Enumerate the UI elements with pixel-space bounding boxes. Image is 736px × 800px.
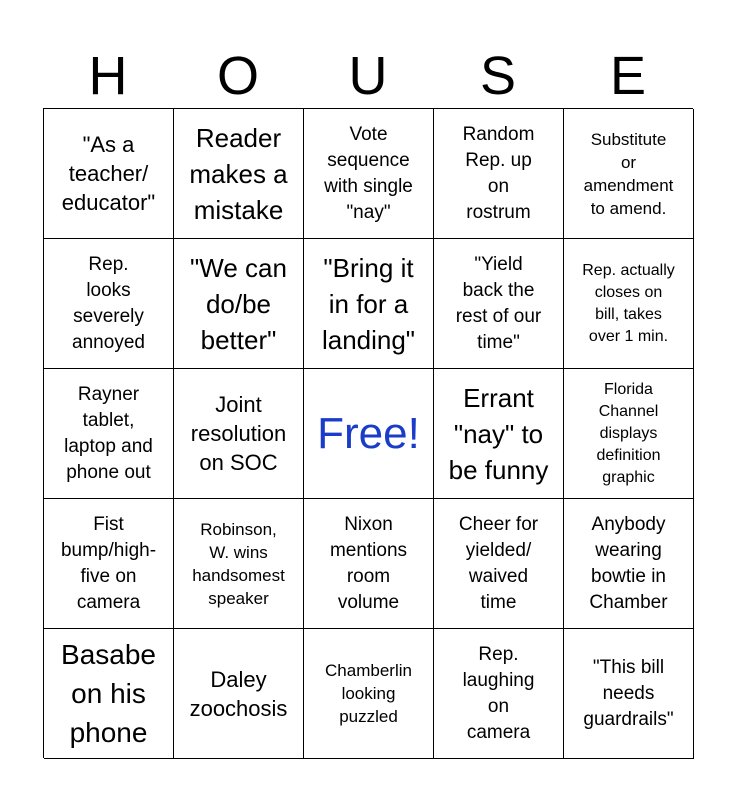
cell-text: Chamberlin looking puzzled <box>325 661 412 726</box>
bingo-cell[interactable] <box>174 109 304 239</box>
bingo-header <box>43 44 693 108</box>
cell-text: "Yield back the rest of our time" <box>455 253 542 353</box>
bingo-cell[interactable] <box>564 239 694 369</box>
free-space-text: Free! <box>317 408 420 458</box>
bingo-cell[interactable] <box>174 369 304 499</box>
bingo-cell[interactable] <box>304 499 434 629</box>
bingo-cell[interactable] <box>564 629 694 759</box>
cell-text: Fist bump/high- five on camera <box>60 513 157 613</box>
bingo-cell[interactable] <box>174 499 304 629</box>
cell-text: Rayner tablet, laptop and phone out <box>64 383 153 483</box>
cell-text: Vote sequence with single "nay" <box>324 123 413 223</box>
cell-text: Substitute or amendment to amend. <box>583 129 674 218</box>
bingo-cell[interactable] <box>304 109 434 239</box>
bingo-cell[interactable] <box>564 109 694 239</box>
cell-text: Rep. actually closes on bill, takes over 1 min. <box>582 261 675 345</box>
cell-text: Random Rep. up on rostrum <box>462 123 535 223</box>
bingo-cell[interactable] <box>434 499 564 629</box>
bingo-cell[interactable] <box>564 499 694 629</box>
cell-text: Robinson, W. wins handsomest speaker <box>192 519 285 608</box>
cell-text: Anybody wearing bowtie in Chamber <box>589 513 668 613</box>
cell-text: Nixon mentions room volume <box>329 513 408 613</box>
bingo-cell[interactable] <box>44 369 174 499</box>
bingo-cell[interactable] <box>434 369 564 499</box>
bingo-cell[interactable] <box>44 109 174 239</box>
bingo-cell[interactable] <box>174 629 304 759</box>
cell-text: "This bill needs guardrails" <box>583 656 674 730</box>
cell-text: Joint resolution on SOC <box>190 392 287 475</box>
bingo-cell[interactable] <box>44 629 174 759</box>
cell-text: Daley zoochosis <box>189 666 288 721</box>
cell-text: Cheer for yielded/ waived time <box>458 513 539 613</box>
header-letter-h: H <box>88 46 128 106</box>
cell-text: Basabe on his phone <box>61 639 156 748</box>
cell-text: "We can do/be better" <box>190 252 287 355</box>
bingo-cell[interactable] <box>434 109 564 239</box>
free-space[interactable] <box>304 369 434 499</box>
cell-text: Florida Channel displays definition graphic <box>596 380 661 486</box>
bingo-cell[interactable] <box>304 239 434 369</box>
bingo-cell[interactable] <box>434 239 564 369</box>
cell-text: "Bring it in for a landing" <box>321 252 416 355</box>
header-letter-u: U <box>348 46 388 106</box>
cell-text: Errant "nay" to be funny <box>448 382 549 485</box>
cell-text: Rep. looks severely annoyed <box>72 253 145 353</box>
header-letter-e: E <box>609 46 647 106</box>
header-letter-o: O <box>216 46 259 106</box>
bingo-cell[interactable] <box>434 629 564 759</box>
bingo-cell[interactable] <box>174 239 304 369</box>
bingo-cell[interactable] <box>304 629 434 759</box>
bingo-grid <box>43 108 693 758</box>
cell-text: "As a teacher/ educator" <box>61 132 156 215</box>
cell-text: Reader makes a mistake <box>189 122 288 225</box>
cell-text: Rep. laughing on camera <box>462 643 535 743</box>
bingo-cell[interactable] <box>44 239 174 369</box>
bingo-cell[interactable] <box>44 499 174 629</box>
bingo-cell[interactable] <box>564 369 694 499</box>
header-letter-s: S <box>479 46 517 106</box>
